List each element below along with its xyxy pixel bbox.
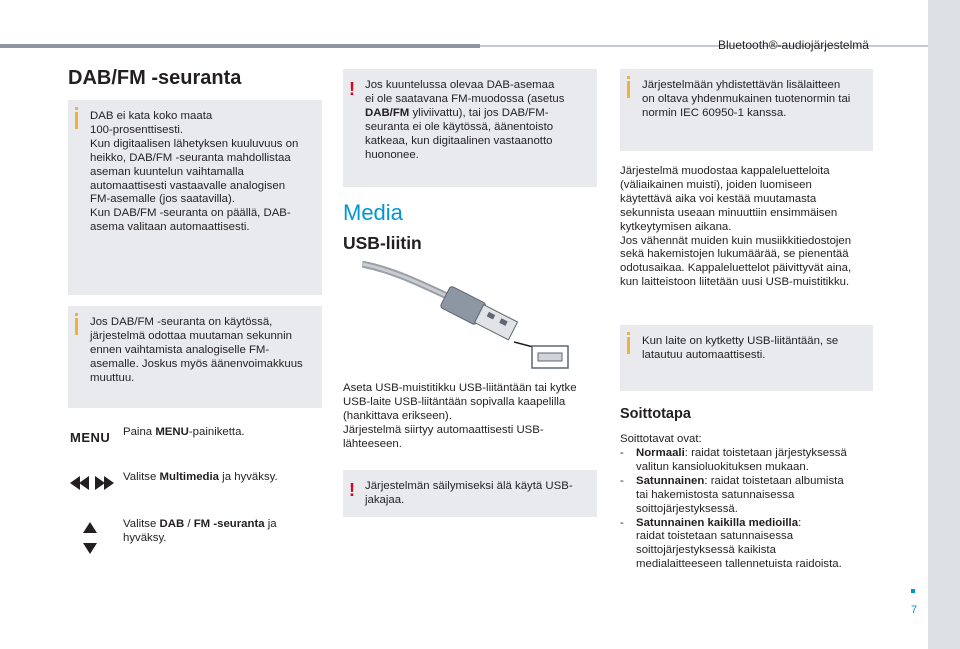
usb-connector-illustration <box>362 260 572 372</box>
warning-icon: ! <box>349 480 355 500</box>
list-item: - Satunnainen kaikilla medioilla: raidat toistetaan satunnaisessa soittojärjestyksessä kaikista medialaitteeseen tallennetuista raidoista. <box>620 516 842 571</box>
soittotapa-heading: Soittotapa <box>620 406 691 422</box>
page-marker <box>911 589 915 593</box>
info-box-charging <box>620 325 873 391</box>
info-icon <box>75 112 78 129</box>
warning-box-usb-hub <box>343 470 597 517</box>
warning-text: Järjestelmän säilymiseksi älä käytä USB- jakajaa. <box>365 480 573 506</box>
step-2: Valitse Multimedia ja hyväksy. <box>123 471 278 483</box>
info-text: Kun laite on kytketty USB-liitäntään, se latautuu automaattisesti. <box>642 335 839 361</box>
step-3: Valitse DAB / FM -seuranta ja hyväksy. <box>123 518 277 544</box>
header-rule <box>0 44 480 48</box>
step-1: Paina MENU-painiketta. <box>123 426 245 438</box>
page-title: DAB/FM -seuranta <box>68 67 242 89</box>
info-text: Järjestelmään yhdistettävän lisälaitteen on oltava yhdenmukainen tuotenormin tai normin IEC 60950-1 kanssa. <box>642 79 851 119</box>
info-icon <box>627 337 630 354</box>
section-title: Bluetooth®-audiojärjestelmä <box>718 38 869 52</box>
usb-instructions: Aseta USB-muistitikku USB-liitäntään tai kytke USB-laite USB-liitäntään sopivalla kaapelilla (hankittava erikseen). Järjestelmä siirtyy automaattisesti USB- lähteeseen. <box>343 382 577 450</box>
left-right-arrows-icon <box>70 475 114 491</box>
info-box-standard <box>620 69 873 151</box>
info-text: DAB ei kata koko maata 100-prosenttisesti. Kun digitaalisen lähetyksen kuuluvuus on heikko, DAB/FM -seuranta mahdollistaa aseman kuuntelun vaihtamalla automaattisesti vastaavalle analogisen FM-asemalle (jos saatavilla). Kun DAB/FM -seuranta on päällä, DAB- asema valitaan automaattisesti. <box>90 110 299 234</box>
menu-button-icon: MENU <box>70 430 111 445</box>
media-heading: Media <box>343 200 403 225</box>
info-box-dab-coverage <box>68 100 322 295</box>
up-down-arrows-icon <box>82 522 98 554</box>
page-number: 7 <box>911 604 918 616</box>
page-edge-strip <box>928 0 960 649</box>
soittotapa-intro: Soittotavat ovat: <box>620 433 702 445</box>
warning-icon: ! <box>349 79 355 99</box>
list-item: - Normaali: raidat toistetaan järjestyksessä valitun kansioluokituksen mukaan. <box>620 447 847 473</box>
info-text: Jos DAB/FM -seuranta on käytössä, järjestelmä odottaa muutaman sekunnin ennen vaihtamista analogiselle FM- asemalle. Joskus myös äänenvoimakkuus muuttuu. <box>90 316 303 384</box>
usb-heading: USB-liitin <box>343 233 422 253</box>
play-mode-list <box>620 447 880 572</box>
warning-box-dab-fm <box>343 69 597 187</box>
info-box-dab-delay <box>68 306 322 408</box>
info-icon <box>75 318 78 335</box>
info-icon <box>627 81 630 98</box>
playlist-paragraph: Järjestelmä muodostaa kappaleluetteloita (väliaikainen muisti), joiden luomiseen käytettävä aika voi kestää muutamasta sekunnista useaan minuuttiin ensimmäisen kytkeytymisen aikana. Jos vähennät muiden kuin musiikkitiedostojen sekä hakemistojen lukumäärää, se pienentää odotusaikaa. Kappaleluettelot päivittyvät aina, kun laitteistoon liitetään uusi USB-muistitikku. <box>620 165 852 289</box>
list-item: - Satunnainen: raidat toistetaan albumista tai hakemistosta satunnaisessa soittojärjestyksessä. <box>620 474 844 515</box>
warning-text: Jos kuuntelussa olevaa DAB-asemaa ei ole saatavana FM-muodossa (asetus DAB/FM yliviivattu), tai jos DAB/FM- seuranta ei ole käytössä, äänentoisto katkeaa, kun digitaalinen vastaanotto huononee. <box>365 79 565 161</box>
